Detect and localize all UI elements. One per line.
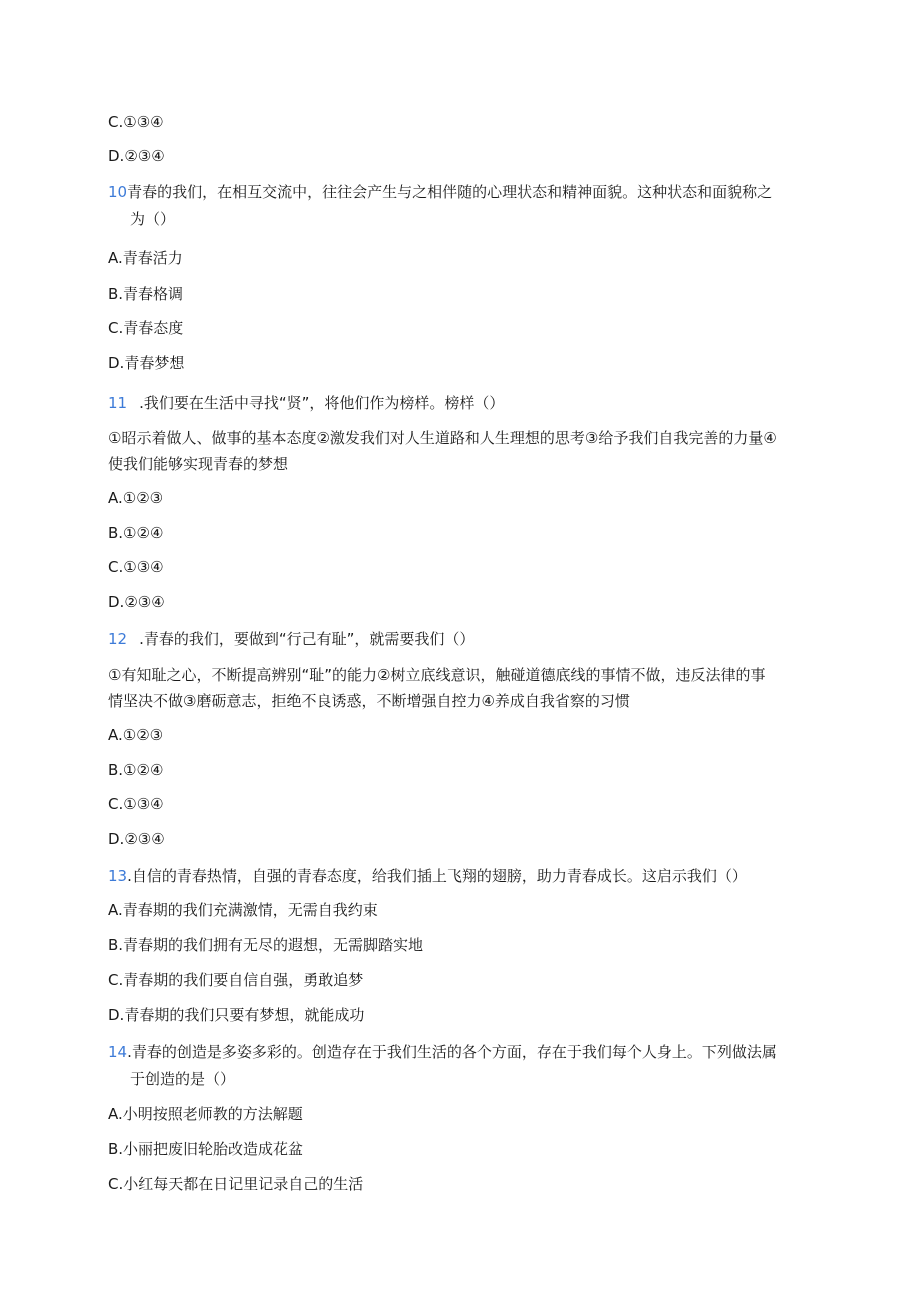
q10-option-a: A.青春活力 bbox=[108, 249, 183, 267]
question-number: 12 bbox=[108, 630, 128, 648]
q10-option-c: C.青春态度 bbox=[108, 319, 184, 337]
q10-option-b: B.青春格调 bbox=[108, 285, 184, 303]
q12-option-c: C.①③④ bbox=[108, 795, 164, 813]
q13-option-a: A.青春期的我们充满激情，无需自我约束 bbox=[108, 901, 378, 919]
q11-statements-line1: ①昭示着做人、做事的基本态度②激发我们对人生道路和人生理想的思考③给予我们自我完善的力量④ bbox=[108, 429, 777, 447]
question-text: .我们要在生活中寻找“贤”，将他们作为榜样。榜样（） bbox=[139, 394, 505, 412]
q11-option-a: A.①②③ bbox=[108, 489, 164, 507]
question-text: .青春的创造是多姿多彩的。创造存在于我们生活的各个方面，存在于我们每个人身上。下列做法属 bbox=[127, 1043, 777, 1061]
q11-statements-line2: 使我们能够实现青春的梦想 bbox=[108, 455, 289, 473]
question-13 bbox=[108, 865, 747, 887]
question-text: .青春的我们，要做到“行己有耻”，就需要我们（） bbox=[139, 630, 475, 648]
q12-statements-line1: ①有知耻之心，不断提高辨别“耻”的能力②树立底线意识，触碰道德底线的事情不做，违反法律的事 bbox=[108, 666, 766, 684]
question-text: .自信的青春热情，自强的青春态度，给我们插上飞翔的翅膀，助力青春成长。这启示我们（） bbox=[127, 867, 747, 885]
q12-option-d: D.②③④ bbox=[108, 830, 165, 848]
q12-option-b: B.①②④ bbox=[108, 761, 164, 779]
question-10-continuation: 为（） bbox=[130, 210, 176, 228]
q14-option-b: B.小丽把废旧轮胎改造成花盆 bbox=[108, 1140, 304, 1158]
question-10 bbox=[108, 181, 772, 203]
q13-option-d: D.青春期的我们只要有梦想，就能成功 bbox=[108, 1006, 365, 1024]
q11-option-b: B.①②④ bbox=[108, 524, 164, 542]
option-d: D.②③④ bbox=[108, 147, 165, 165]
question-14-continuation: 于创造的是（） bbox=[130, 1070, 236, 1088]
q14-option-c: C.小红每天都在日记里记录自己的生活 bbox=[108, 1175, 364, 1193]
question-number: 11 bbox=[108, 394, 128, 412]
question-number: 10 bbox=[108, 183, 128, 201]
option-c: C.①③④ bbox=[108, 113, 164, 131]
question-number: 13 bbox=[108, 867, 128, 885]
q10-option-d: D.青春梦想 bbox=[108, 354, 185, 372]
question-11 bbox=[108, 392, 504, 414]
q11-option-d: D.②③④ bbox=[108, 593, 165, 611]
q13-option-b: B.青春期的我们拥有无尽的遐想，无需脚踏实地 bbox=[108, 936, 424, 954]
q14-option-a: A.小明按照老师教的方法解题 bbox=[108, 1105, 303, 1123]
question-12 bbox=[108, 628, 474, 650]
question-text: 青春的我们，在相互交流中，往往会产生与之相伴随的心理状态和精神面貌。这种状态和面貌称之 bbox=[127, 183, 773, 201]
q11-option-c: C.①③④ bbox=[108, 558, 164, 576]
question-14 bbox=[108, 1041, 777, 1063]
q13-option-c: C.青春期的我们要自信自强，勇敢追梦 bbox=[108, 971, 364, 989]
q12-statements-line2: 情坚决不做③磨砺意志，拒绝不良诱惑，不断增强自控力④养成自我省察的习惯 bbox=[108, 692, 630, 710]
question-number: 14 bbox=[108, 1043, 128, 1061]
q12-option-a: A.①②③ bbox=[108, 726, 164, 744]
